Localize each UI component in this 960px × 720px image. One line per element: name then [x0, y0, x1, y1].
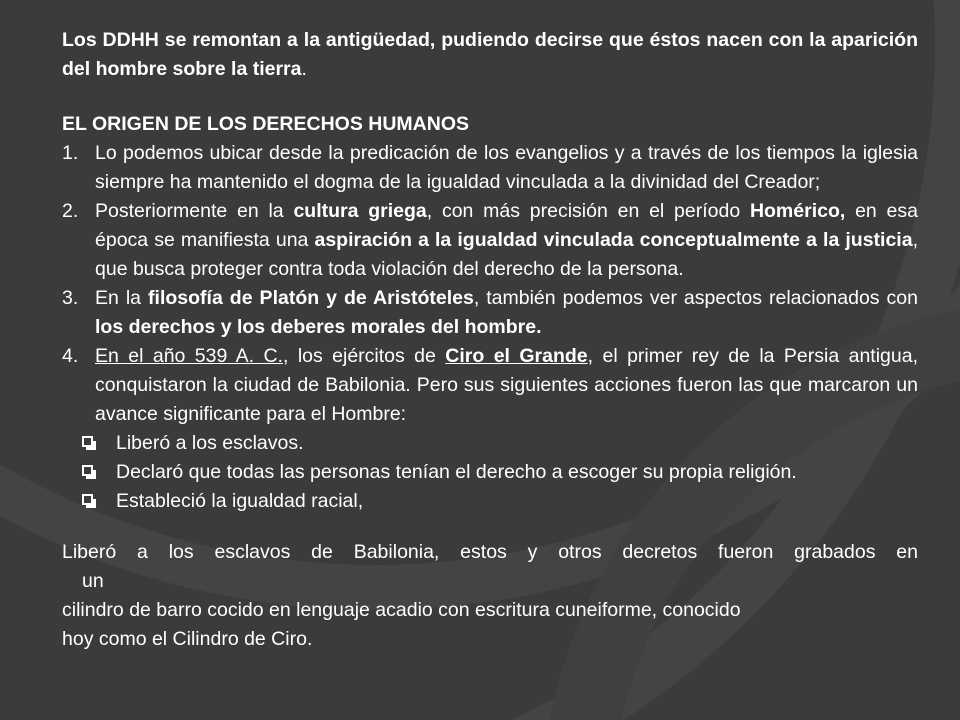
sub-item-text: Estableció la igualdad racial, — [116, 490, 364, 512]
checkbox-bullet-icon — [82, 465, 93, 476]
list-item — [62, 342, 918, 429]
closing-line: cilindro de barro cocido en lenguaje acadio con escritura cuneiforme, conocido — [62, 599, 741, 621]
item-text: Posteriormente en la — [95, 200, 294, 222]
item-number: 4. — [62, 345, 79, 367]
item-text: en esa época se manifiesta una — [95, 200, 918, 251]
checkbox-bullet-icon — [82, 494, 93, 505]
item-underlined-bold-text: Ciro el Grande — [445, 345, 588, 367]
sub-item-text: Liberó a los esclavos. — [116, 432, 304, 454]
list-item — [62, 197, 918, 284]
checkbox-list — [62, 429, 918, 516]
item-bold-text: Homérico, — [749, 200, 846, 222]
item-text: , los ejércitos de — [283, 345, 446, 367]
item-text: , el primer rey de la Persia antigua, conquistaron la ciudad de Babilonia. Pero sus siguientes acciones fueron las que marcaron un avance significante para el Hombre: — [95, 345, 918, 425]
sub-item — [62, 487, 918, 516]
list-item — [62, 139, 918, 197]
sub-item — [62, 458, 918, 487]
item-text: , con más precisión en el período — [426, 200, 750, 222]
item-text: , también podemos ver aspectos relacionados con — [473, 287, 918, 309]
item-number: 2. — [62, 200, 79, 222]
item-bold-text: filosofía de Platón y de Aristóteles — [148, 287, 474, 309]
item-bold-text: cultura griega — [293, 200, 427, 222]
closing-line: un — [82, 570, 104, 592]
closing-line: Liberó a los esclavos de Babilonia, estos y otros decretos fueron grabados en — [62, 541, 918, 563]
numbered-list — [62, 139, 918, 429]
item-number: 1. — [62, 142, 79, 164]
section-heading: EL ORIGEN DE LOS DERECHOS HUMANOS — [62, 113, 470, 135]
intro-text: Los DDHH se remontan a la antigüedad, pudiendo decirse que éstos nacen con la aparición del hombre sobre la tierra — [62, 29, 918, 80]
list-item — [62, 284, 918, 342]
sub-item — [62, 429, 918, 458]
closing-paragraph — [62, 538, 918, 654]
item-text: En la — [95, 287, 149, 309]
intro-end: . — [301, 58, 307, 80]
item-bold-text: aspiración a la igualdad vinculada conceptualmente a la justicia — [314, 229, 913, 251]
item-text: , que busca proteger contra toda violación del derecho de la persona. — [95, 229, 918, 280]
intro-paragraph — [62, 26, 918, 84]
checkbox-bullet-icon — [82, 436, 93, 447]
item-number: 3. — [62, 287, 79, 309]
item-bold-text: los derechos y los deberes morales del hombre. — [95, 316, 542, 338]
item-underlined-text: En el año 539 A. C. — [95, 345, 283, 367]
slide-content — [62, 26, 918, 654]
item-text: Lo podemos ubicar desde la predicación de los evangelios y a través de los tiempos la iglesia siempre ha mantenido el dogma de la igualdad vinculada a la divinidad del Creador; — [95, 142, 918, 193]
sub-item-text: Declaró que todas las personas tenían el derecho a escoger su propia religión. — [116, 461, 797, 483]
closing-line: hoy como el Cilindro de Ciro. — [62, 628, 313, 650]
